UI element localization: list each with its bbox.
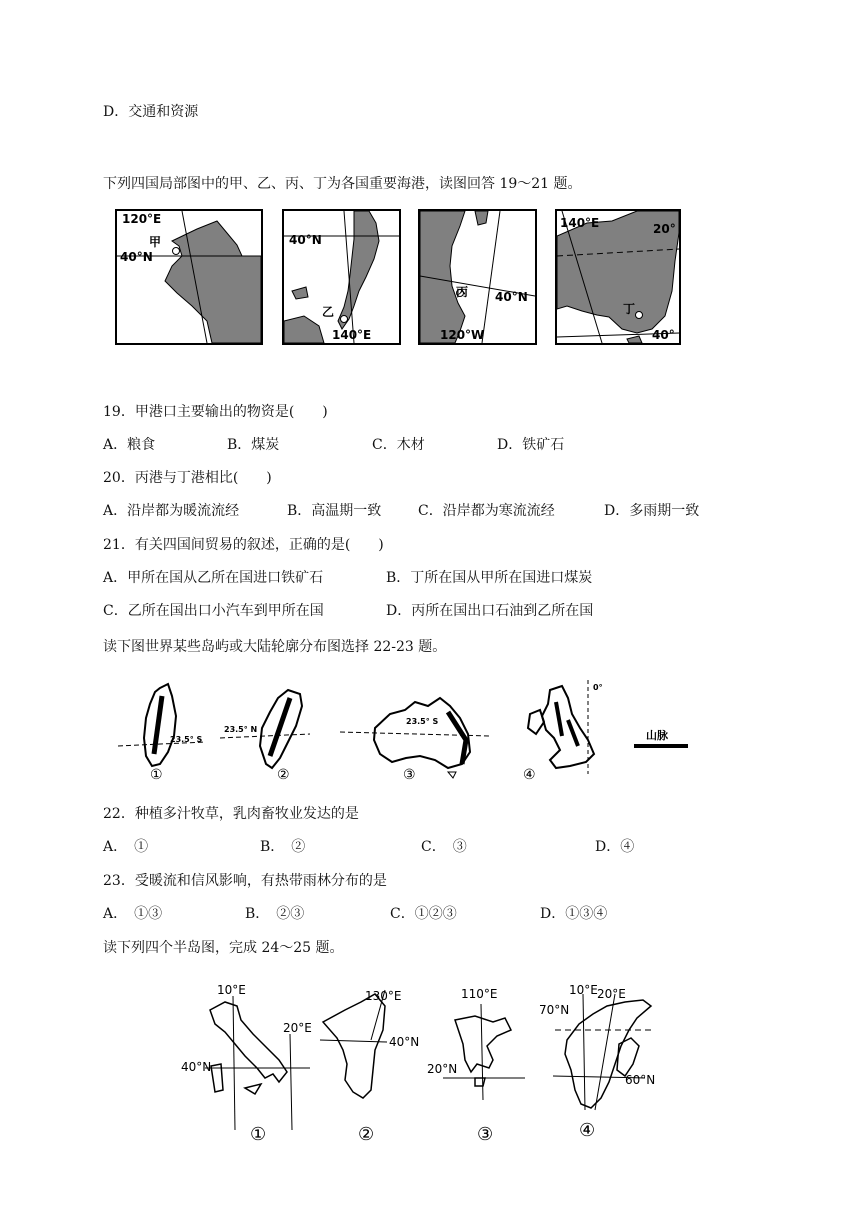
map2-port: 乙 [322, 305, 335, 319]
intro-19-21: 下列四国局部图中的甲、乙、丙、丁为各国重要海港，读图回答 19～21 题。 [103, 176, 582, 192]
fig3-p3-num: ③ [477, 1124, 494, 1145]
fig2-num-1: ① [150, 767, 163, 783]
q22-option-c[interactable]: C． ③ [421, 839, 467, 855]
map3-port: 丙 [456, 285, 469, 299]
fig3-p1-lat: 40°N [181, 1060, 212, 1074]
q22-option-a[interactable]: A． ① [103, 839, 149, 855]
map1-lat: 40°N [120, 250, 153, 264]
fig2-num-3: ③ [403, 767, 416, 783]
fig3-p4-lat2: 60°N [625, 1073, 656, 1087]
map3-lat: 40°N [495, 290, 528, 304]
fig2-num-2: ② [277, 767, 290, 783]
fig3-p1-lon1: 10°E [217, 983, 246, 997]
fig3-p4-num: ④ [579, 1120, 596, 1141]
fig3-p1-num: ① [250, 1124, 267, 1145]
map4-lon: 140°E [560, 216, 600, 230]
q23-option-d[interactable]: D．①③④ [540, 906, 608, 922]
q20-option-d[interactable]: D．多雨期一致 [604, 503, 700, 519]
q23-stem: 23．受暖流和信风影响，有热带雨林分布的是 [103, 873, 387, 889]
fig2-meridian: 0° [593, 683, 603, 692]
q19-option-a[interactable]: A．粮食 [103, 437, 156, 453]
fig2-lat-2: 23.5° N [224, 725, 258, 734]
map-ding [555, 209, 681, 345]
map3-lon: 120°W [440, 328, 485, 342]
fig3-p3-lat: 20°N [427, 1062, 458, 1076]
q21-option-b[interactable]: B．丁所在国从甲所在国进口煤炭 [386, 570, 593, 586]
fig3-p2-lat: 40°N [389, 1035, 420, 1049]
map2-lon: 140°E [332, 328, 372, 342]
peninsulas-figure [175, 980, 675, 1150]
map-yi [282, 209, 401, 345]
q20-option-c[interactable]: C．沿岸都为寒流流经 [418, 503, 555, 519]
fig3-p3-lon: 110°E [461, 987, 498, 1001]
fig3-p2-lon: 130°E [365, 989, 402, 1003]
q20-option-b[interactable]: B．高温期一致 [287, 503, 382, 519]
fig3-p4-lon2: 20°E [597, 987, 626, 1001]
map4-lat-20: 20° [653, 222, 676, 236]
q21-stem: 21．有关四国间贸易的叙述，正确的是( ) [103, 537, 384, 553]
q19-option-b[interactable]: B．煤炭 [227, 437, 280, 453]
islands-figure [110, 676, 700, 791]
fig3-p4-lat1: 70°N [539, 1003, 570, 1017]
map1-port: 甲 [149, 235, 162, 249]
q23-option-c[interactable]: C．①②③ [390, 906, 457, 922]
intro-22-23: 读下图世界某些岛屿或大陆轮廓分布图选择 22-23 题。 [103, 639, 447, 655]
q19-stem: 19．甲港口主要输出的物资是( ) [103, 404, 328, 420]
fig2-legend: 山脉 [646, 729, 668, 742]
map4-lat-40: 40° [652, 328, 675, 342]
fig2-lat-1: 23.5° S [170, 735, 203, 744]
q19-option-c[interactable]: C．木材 [372, 437, 425, 453]
q22-option-b[interactable]: B． ② [260, 839, 306, 855]
option-d-previous: D．交通和资源 [103, 104, 199, 120]
q21-option-d[interactable]: D．丙所在国出口石油到乙所在国 [386, 603, 594, 619]
q21-option-a[interactable]: A．甲所在国从乙所在国进口铁矿石 [103, 570, 324, 586]
q22-stem: 22．种植多汁牧草，乳肉畜牧业发达的是 [103, 806, 359, 822]
intro-24-25: 读下列四个半岛图，完成 24～25 题。 [103, 940, 344, 956]
map2-lat: 40°N [289, 233, 322, 247]
q19-option-d[interactable]: D．铁矿石 [497, 437, 565, 453]
fig3-p2-num: ② [358, 1124, 375, 1145]
fig2-lat-3: 23.5° S [406, 717, 439, 726]
q20-option-a[interactable]: A．沿岸都为暖流流经 [103, 503, 240, 519]
fig3-p4-lon1: 10°E [569, 983, 598, 997]
map4-port: 丁 [623, 302, 636, 316]
q20-stem: 20．丙港与丁港相比( ) [103, 470, 272, 486]
map1-lon: 120°E [122, 212, 162, 226]
q23-option-a[interactable]: A． ①③ [103, 906, 163, 922]
q23-option-b[interactable]: B． ②③ [245, 906, 305, 922]
fig2-num-4: ④ [523, 767, 536, 783]
fig3-p1-lon2: 20°E [283, 1021, 312, 1035]
q21-option-c[interactable]: C．乙所在国出口小汽车到甲所在国 [103, 603, 324, 619]
q22-option-d[interactable]: D．④ [595, 839, 635, 855]
map-jia [115, 209, 263, 345]
map-bing [418, 209, 537, 345]
